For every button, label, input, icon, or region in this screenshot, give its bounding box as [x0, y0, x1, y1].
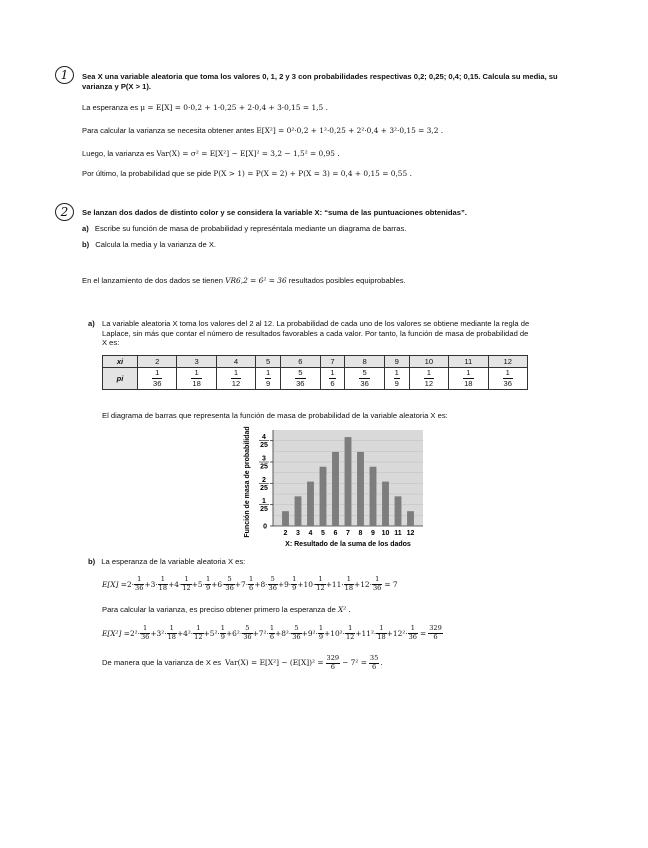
y-tick-numerator: 1	[262, 498, 266, 506]
formula-term: +5· 1 9	[191, 575, 211, 592]
table-cell-prob: $\frac{1}{18}$	[177, 368, 216, 390]
formula-term: 2· 1 36	[126, 575, 144, 592]
bar-chart	[235, 424, 435, 554]
final-variance-line: De manera que la varianza de X es Var(X) = E[X²] − (E[X])² = $\frac{329}{6}$ − 7² = $\frac{35}{6}$ .	[102, 654, 383, 671]
variance-intro-text: Para calcular la varianza, es preciso obtener primero la esperanza de	[102, 605, 336, 614]
bar-8	[357, 452, 364, 526]
exercise-number-2: 2	[55, 203, 74, 221]
second-moment-terms	[130, 625, 418, 641]
formula-term: +12²· 1 36	[386, 624, 417, 641]
formula-term: +9²· 1 9	[301, 624, 324, 641]
y-tick-denominator: 25	[260, 484, 268, 492]
y-tick-numerator: 4	[262, 434, 266, 442]
x-tick-label: 11	[394, 530, 402, 537]
ex1-mean-line	[82, 103, 328, 113]
formula-term: +12· 1 36	[354, 575, 382, 592]
x-axis-label: X: Resultado de la suma de los dados	[285, 541, 411, 548]
y-tick-label: 0	[263, 523, 267, 531]
table-header-xi: xi	[103, 356, 138, 368]
y-tick-numerator: 2	[262, 476, 266, 484]
formula-term: +4²· 1 12	[176, 624, 203, 641]
ex2-part-a	[82, 224, 406, 234]
formula-term: +3²· 1 18	[150, 624, 176, 641]
ex1-variance-line	[82, 149, 340, 159]
formula-term: +10· 1 12	[297, 575, 325, 592]
second-moment-result: $\frac{329}{6}$	[429, 624, 442, 641]
formula-term: +8· 5 36	[254, 575, 277, 592]
ex2-part-b	[82, 240, 216, 250]
probability-table	[102, 355, 528, 390]
bar-2	[282, 511, 289, 526]
ex2-launch-formula: VR6,2 = 6² = 36	[225, 276, 287, 285]
table-cell-value: 9	[384, 356, 409, 368]
solution-a-text: La variable aleatoria X toma los valores del 2 al 12. La probabilidad de cada uno de los valores se obtiene mediante la regla de Laplace, sin más que contar el número de resultados favorables a cada valor. Por tanto, la función de masa de probabilidad de X es:	[102, 319, 530, 348]
solution-b-text: La esperanza de la variable aleatoria X es:	[101, 557, 246, 566]
ex1-ex2-text: Para calcular la varianza se necesita obtener antes	[82, 126, 255, 135]
table-cell-prob: $\frac{1}{6}$	[320, 368, 345, 390]
variance-intro-line	[102, 605, 351, 615]
final-variance-formula: Var(X) = E[X²] − (E[X])² =	[225, 658, 324, 667]
formula-term: +11· 1 18	[325, 575, 354, 592]
variance-intro-math: X² .	[337, 605, 351, 614]
x-tick-label: 9	[371, 530, 375, 537]
formula-term: +10²· 1 12	[324, 624, 355, 641]
y-tick-numerator: 3	[262, 455, 266, 463]
ex1-ex2-formula: E[X²] = 0²·0,2 + 1²·0,25 + 2²·0,4 + 3²·0,15 = 3,2 .	[256, 126, 444, 135]
table-cell-value: 7	[320, 356, 345, 368]
second-moment-lhs: E[X²] =	[102, 628, 130, 638]
x-tick-label: 2	[283, 530, 288, 537]
table-cell-prob: $\frac{1}{9}$	[256, 368, 281, 390]
x-tick-label: 4	[308, 530, 313, 537]
table-cell-value: 5	[256, 356, 281, 368]
table-row-values	[103, 356, 528, 368]
mean-result: = 7	[384, 579, 398, 589]
ex1-mean-text: La esperanza es	[82, 103, 139, 112]
mean-lhs: E[X] =	[102, 579, 127, 589]
final-middle: − 7² =	[342, 658, 367, 667]
formula-term: +6²· 5 36	[225, 624, 252, 641]
table-header-pi: pi	[103, 368, 138, 390]
table-cell-value: 12	[488, 356, 527, 368]
mean-terms	[127, 576, 382, 592]
formula-term: +7²· 1 6	[252, 624, 275, 641]
ex1-variance-formula: Var(X) = σ² = E[X²] − E[X]² = 3,2 − 1,5² = 0,95 .	[156, 149, 340, 158]
table-cell-value: 4	[216, 356, 255, 368]
formula-term: +11²· 1 18	[355, 624, 386, 641]
table-cell-prob: $\frac{1}{18}$	[449, 368, 488, 390]
ex1-variance-text: Luego, la varianza es	[82, 149, 155, 158]
y-tick-denominator: 25	[260, 463, 268, 471]
bar-5	[320, 467, 327, 526]
table-cell-prob: $\frac{5}{36}$	[345, 368, 384, 390]
bar-9	[370, 467, 377, 526]
table-cell-prob: $\frac{1}{9}$	[384, 368, 409, 390]
table-cell-value: 3	[177, 356, 216, 368]
solution-b-label: b)	[88, 557, 96, 566]
table-cell-prob: $\frac{1}{12}$	[409, 368, 448, 390]
final-variance-text: De manera que la varianza de X es	[102, 658, 222, 667]
solution-a-label: a)	[88, 319, 95, 328]
ex1-probability-formula: P(X > 1) = P(X = 2) + P(X = 3) = 0,4 + 0,15 = 0,55 .	[213, 169, 412, 178]
exercise-number-1: 1	[55, 66, 74, 84]
formula-term: +8²· 5 36	[275, 624, 301, 641]
table-cell-value: 6	[281, 356, 320, 368]
y-axis-label: Función de masa de probabilidad	[244, 426, 251, 538]
ex1-probability-text: Por último, la probabilidad que se pide	[82, 169, 212, 178]
formula-term: +4· 1 12	[168, 575, 191, 592]
diagram-intro-text: El diagrama de barras que representa la función de masa de probabilidad de la variable aleatoria X es:	[102, 411, 448, 420]
bar-4	[307, 482, 314, 526]
ex2-launch-line	[82, 276, 406, 286]
table-cell-value: 11	[449, 356, 488, 368]
table-cell-value: 8	[345, 356, 384, 368]
ex1-probability-line	[82, 169, 412, 179]
bar-10	[382, 482, 389, 526]
formula-term: +6· 5 36	[211, 575, 234, 592]
table-cell-value: 2	[138, 356, 177, 368]
x-tick-label: 12	[406, 530, 415, 537]
y-tick-denominator: 25	[260, 442, 268, 450]
table-cell-prob: $\frac{1}{36}$	[488, 368, 527, 390]
exercise-2-statement: Se lanzan dos dados de distinto color y se considera la variable X: “suma de las puntuaciones obtenidas”.	[82, 208, 467, 217]
mean-formula	[102, 576, 398, 592]
formula-term: +3· 1 18	[144, 575, 168, 592]
bar-6	[332, 452, 339, 526]
ex2-launch-text-2: resultados posibles equiprobables.	[288, 276, 406, 285]
table-cell-prob: $\frac{1}{12}$	[216, 368, 255, 390]
exercise-1-statement: Sea X una variable aleatoria que toma los valores 0, 1, 2 y 3 con probabilidades respectivas 0,2; 0,25; 0,4; 0,15. Calcula su media, su varianza y P(X > 1).	[82, 72, 558, 91]
second-moment-formula: E[X²] = 2²· 1 36 +3²· 1 18 +4²· 1 12 +5²· 1 9 +6²· 5 36 +7²· 1 6 +8²· 5 36 +9²· 1 9 +10²· 1 12 +11²· 1 18 +12²· 1 36 = $\frac{329}{6}$	[102, 624, 442, 641]
x-tick-label: 8	[358, 530, 363, 537]
solution-b-line	[88, 557, 245, 567]
formula-term: +5²· 1 9	[203, 624, 225, 641]
ex1-mean-formula: μ = E[X] = 0·0,2 + 1·0,25 + 2·0,4 + 3·0,15 = 1,5 .	[140, 103, 328, 112]
ex2-part-a-label: a)	[82, 224, 89, 233]
y-tick-denominator: 25	[260, 506, 268, 514]
ex2-part-b-label: b)	[82, 240, 90, 249]
x-tick-label: 6	[333, 530, 338, 537]
bar-3	[295, 496, 302, 526]
final-fraction-2: $\frac{35}{6}$	[369, 654, 379, 671]
table-cell-value: 10	[409, 356, 448, 368]
x-tick-label: 7	[346, 530, 350, 537]
x-tick-label: 10	[381, 530, 390, 537]
ex2-part-b-text: Calcula la media y la varianza de X.	[95, 240, 217, 249]
ex2-part-a-text: Escribe su función de masa de probabilidad y represéntala mediante un diagrama de barras.	[94, 224, 407, 233]
formula-term: +9· 1 9	[277, 575, 297, 592]
bar-12	[407, 511, 414, 526]
table-cell-prob: $\frac{1}{36}$	[138, 368, 177, 390]
ex1-ex2-line	[82, 126, 443, 136]
x-tick-label: 3	[296, 530, 300, 537]
formula-term: 2²· 1 36	[129, 624, 150, 641]
x-tick-label: 5	[321, 530, 325, 537]
final-fraction-1: $\frac{329}{6}$	[326, 654, 340, 671]
table-row-probabilities	[103, 368, 528, 390]
table-cell-prob: $\frac{5}{36}$	[281, 368, 320, 390]
ex2-launch-text: En el lanzamiento de dos dados se tienen	[82, 276, 224, 285]
formula-term: +7· 1 6	[234, 575, 254, 592]
bar-11	[395, 496, 402, 526]
bar-7	[345, 437, 352, 526]
